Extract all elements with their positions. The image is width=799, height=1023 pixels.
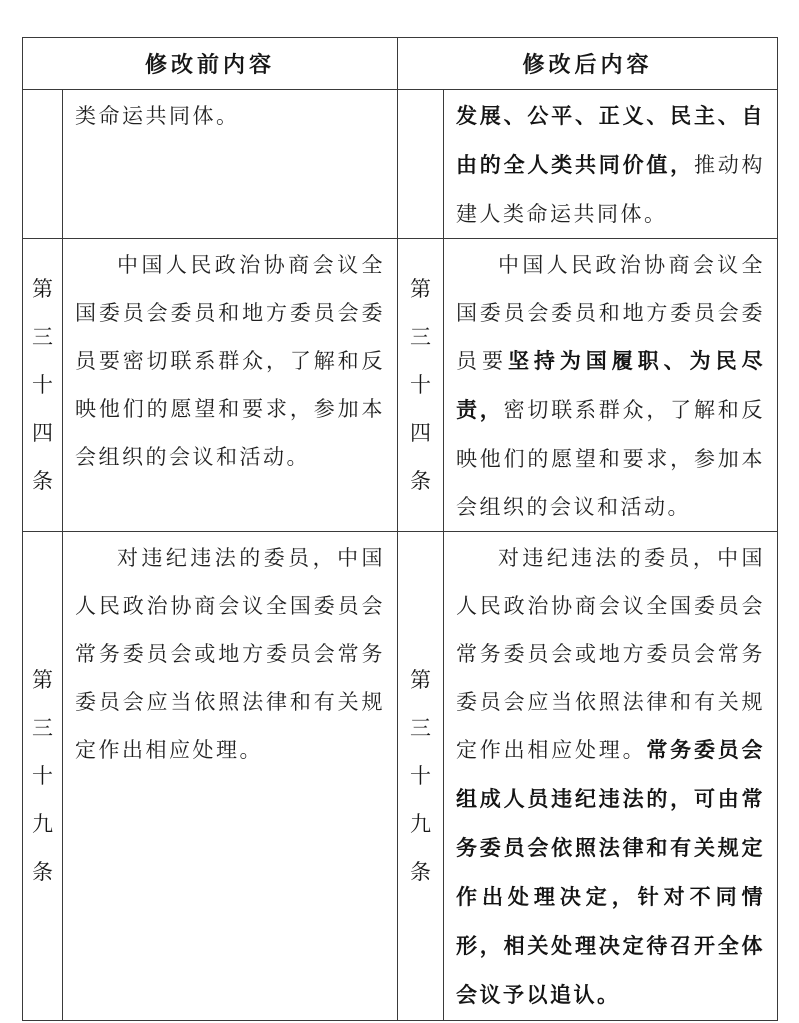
original-text: 中国人民政治协商会议全国委员会委员和地方委员会委员要 bbox=[456, 253, 766, 373]
article-number-char: 第 bbox=[410, 668, 432, 692]
after-content-cell-text bbox=[456, 92, 765, 238]
article-number-char: 十 bbox=[32, 373, 53, 397]
header-row bbox=[23, 38, 778, 90]
article-number-char: 九 bbox=[32, 812, 53, 836]
article-number-before bbox=[23, 532, 63, 1021]
article-number-vertical bbox=[398, 656, 443, 896]
table-row bbox=[23, 239, 778, 532]
article-number-char: 第 bbox=[410, 277, 432, 301]
article-number-before bbox=[23, 239, 63, 532]
inserted-text: 常务委员会组成人员违纪违法的，可由常务委员会依照法律和有关规定作出处理决定，针对不同情形，相关处理决定待召开全体会议予以追认。 bbox=[456, 739, 766, 1007]
article-number-char: 十 bbox=[32, 764, 53, 788]
after-content-cell bbox=[444, 532, 778, 1021]
before-content-cell-text bbox=[75, 241, 385, 481]
article-number-char: 四 bbox=[410, 421, 432, 445]
table-row bbox=[23, 532, 778, 1021]
before-content-cell bbox=[63, 90, 398, 239]
article-number-char: 三 bbox=[32, 325, 53, 349]
before-content-cell bbox=[63, 532, 398, 1021]
article-number-char: 三 bbox=[32, 716, 53, 740]
article-number-char: 九 bbox=[410, 812, 432, 836]
article-number-after bbox=[398, 239, 444, 532]
inserted-text: 坚持为国履职、为民尽责， bbox=[456, 350, 766, 422]
before-content-cell-text bbox=[75, 92, 385, 140]
after-content-cell bbox=[444, 90, 778, 239]
original-text: 对违纪违法的委员，中国人民政治协商会议全国委员会常务委员会或地方委员会常务委员会应当依照法律和有关规定作出相应处理。 bbox=[75, 546, 386, 762]
article-number-after bbox=[398, 532, 444, 1021]
article-number-before bbox=[23, 90, 63, 239]
inserted-text: 发展、公平、正义、民主、自由的全人类共同价值， bbox=[456, 105, 766, 177]
article-number-after bbox=[398, 90, 444, 239]
article-number-char: 条 bbox=[32, 860, 53, 884]
before-content-cell bbox=[63, 239, 398, 532]
article-number-char: 条 bbox=[410, 469, 432, 493]
article-number-vertical bbox=[23, 656, 62, 896]
article-number-vertical bbox=[398, 265, 443, 505]
original-text: 对违纪违法的委员，中国人民政治协商会议全国委员会常务委员会或地方委员会常务委员会应当依照法律和有关规定作出相应处理。 bbox=[456, 546, 766, 762]
original-text: 推动构建人类命运共同体。 bbox=[456, 153, 766, 226]
article-number-char: 四 bbox=[32, 421, 53, 445]
original-text: 类命运共同体。 bbox=[75, 104, 240, 128]
after-content-cell bbox=[444, 239, 778, 532]
table-body bbox=[23, 90, 778, 1021]
original-text: 密切联系群众，了解和反映他们的愿望和要求，参加本会组织的会议和活动。 bbox=[456, 398, 766, 519]
article-number-char: 三 bbox=[410, 325, 432, 349]
article-number-char: 条 bbox=[410, 860, 432, 884]
article-number-char: 条 bbox=[32, 469, 53, 493]
article-number-char: 十 bbox=[410, 764, 432, 788]
before-column-header: 修改前内容 bbox=[23, 38, 398, 90]
after-content-cell-text bbox=[456, 241, 765, 531]
article-number-char: 三 bbox=[410, 716, 432, 740]
article-number-char: 第 bbox=[32, 277, 53, 301]
revision-comparison-table bbox=[22, 37, 778, 1021]
after-column-header: 修改后内容 bbox=[398, 38, 778, 90]
article-number-char: 十 bbox=[410, 373, 432, 397]
table-row bbox=[23, 90, 778, 239]
article-number-vertical bbox=[23, 265, 62, 505]
original-text: 中国人民政治协商会议全国委员会委员和地方委员会委员要密切联系群众，了解和反映他们的愿望和要求，参加本会组织的会议和活动。 bbox=[75, 253, 386, 469]
before-content-cell-text bbox=[75, 534, 385, 774]
article-number-char: 第 bbox=[32, 668, 53, 692]
after-content-cell-text bbox=[456, 534, 765, 1020]
